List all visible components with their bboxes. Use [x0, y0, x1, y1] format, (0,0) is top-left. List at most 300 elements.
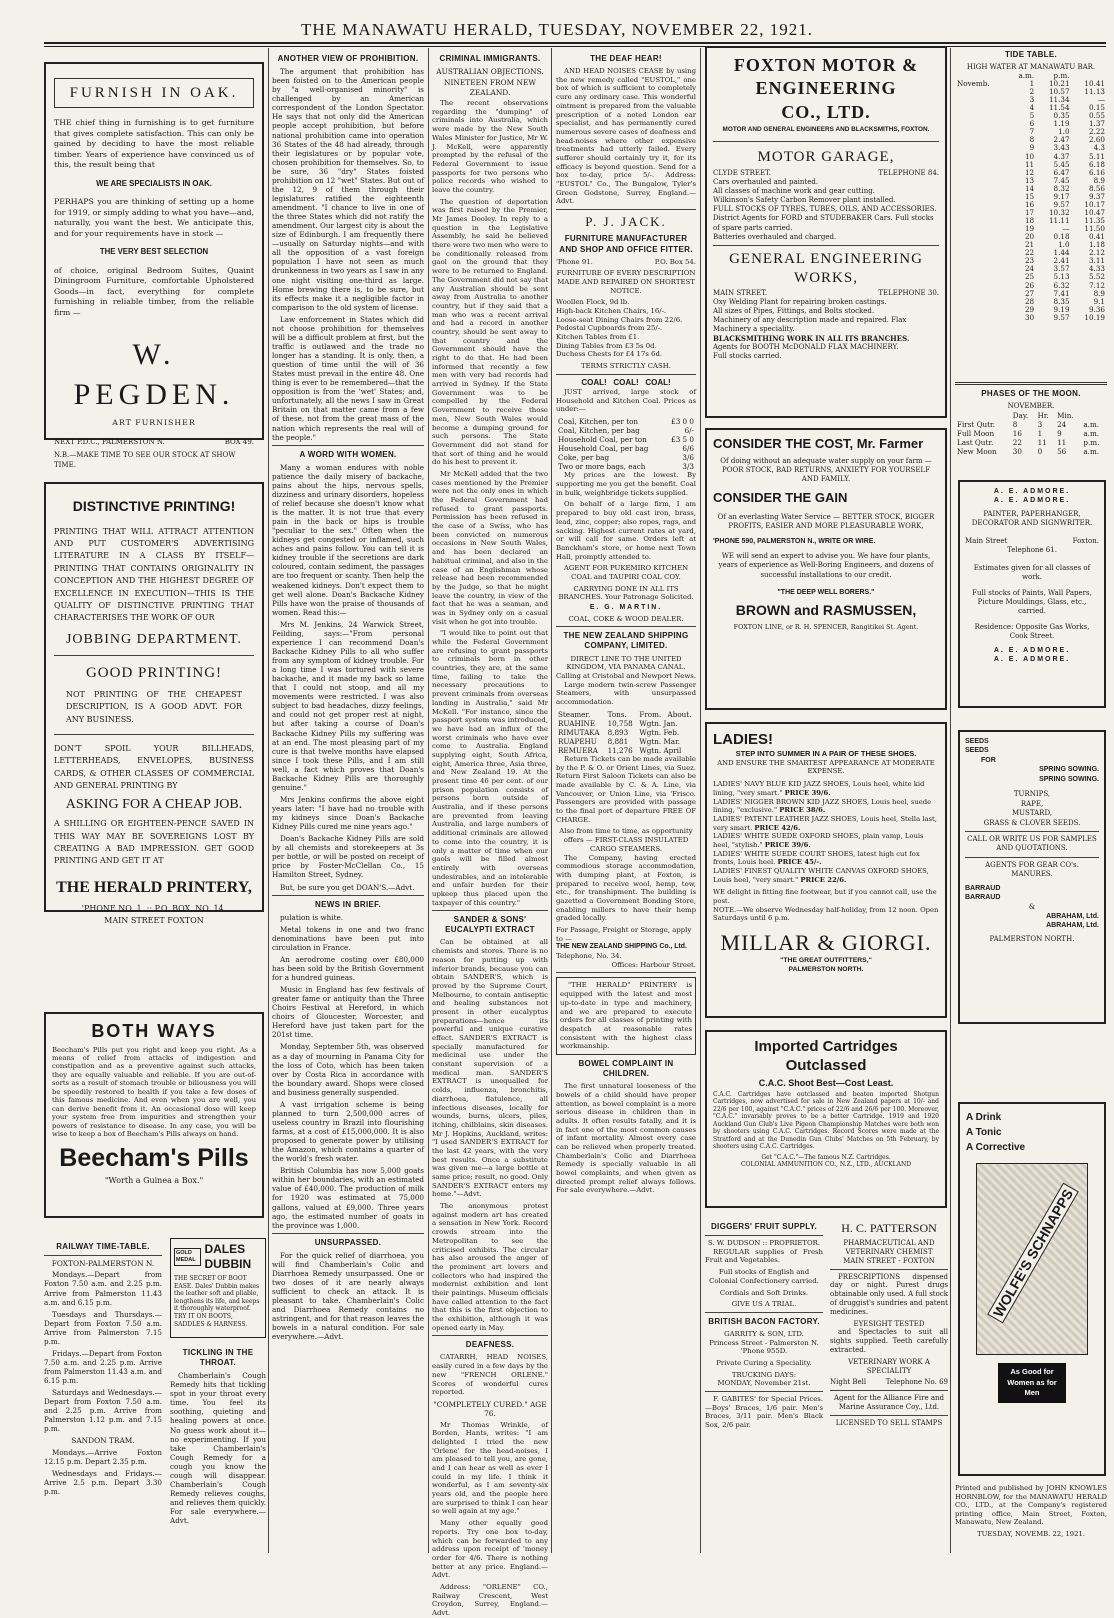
moon-month: NOVEMBER.: [1007, 402, 1055, 411]
table-row: 30 9.57 10.19: [1024, 312, 1105, 322]
great-outfitters: "THE GREAT OUTFITTERS,": [780, 957, 872, 965]
seeds-ad: [958, 730, 1106, 1024]
table-row: Household Coal, per ton £3 5 0: [558, 435, 694, 445]
table-row: 27 7.41 8.9: [1024, 288, 1105, 298]
shoe-item: LADIES' NIGGER BROWN KID JAZZ SHOES, Louis heel, suede lining, "exclusive." PRICE 38/6.: [713, 797, 932, 815]
nzsc-line: Telephone, No. 34.: [556, 952, 622, 961]
printing-para: A SHILLING OR EIGHTEEN-PENCE SAVED IN THIS WAY MAY BE SOVEREIGNS LOST BY CREATING A BAD IMPRESSION. GET GOOD PRINTING AND GET IT AT: [54, 819, 254, 866]
distinctive-printing-ad: [44, 482, 264, 925]
tide-title: TIDE TABLE.: [1004, 50, 1058, 59]
printing-para: DON'T SPOIL YOUR BILLHEADS, LETTERHEADS, ENVELOPES, BUSINESS CARDS, & OTHER CLASSES OF COMMERCIAL AND GENERAL PRINTING BY: [54, 743, 254, 791]
nzsc-line: THE NEW ZEALAND SHIPPING Co., Ltd.: [556, 943, 687, 951]
garage-street: CLYDE STREET.: [713, 169, 771, 177]
table-row: 18 11.11 11.35: [1024, 216, 1105, 226]
barraud: BARRAUD: [965, 884, 1001, 892]
imprint-text: Printed and published by JOHN KNOWLES HORNBLOW, for the MANAWATU HERALD CO., LTD., at the Company's registered printing office, Main Street, Foxton, Manawatu, New Zealand.: [955, 1484, 1107, 1527]
article-para: But, be sure you get DOAN'S.—Advt.: [280, 882, 415, 892]
article-para: Address: "ORLENE" CO., Railway Crescent, West Croydon, Surrey, England.—Advt.: [432, 1582, 548, 1618]
list-item: District Agents for FORD and STUDEBAKER Cars. Full stocks of spare parts carried.: [713, 214, 934, 232]
dudson-column: [705, 1218, 823, 1556]
list-item: High-back Kitchen Chairs, 16/-.: [556, 307, 667, 316]
bottle-icon: [976, 1163, 1088, 1355]
railway-line: Saturdays and Wednesdays.—Depart from Foxton 7.50 a.m. and 2.25 p.m. Arrive from Palmerston 1.12 p.m. and 7.15 p.m.: [44, 1388, 162, 1434]
article-para: PRESCRIPTIONS dispensed day or night. Purest drugs obtainable only used. A full stock of druggist's sundries and patent medicines.: [830, 1272, 948, 1316]
jack-list: [556, 298, 696, 359]
jack-sub: FURNITURE MANUFACTURER AND SHOP AND OFFICE FITTER.: [559, 234, 693, 254]
table-row: 20 0.18 0.41: [1024, 232, 1105, 242]
jack-box: P.O. Box 54.: [654, 257, 696, 266]
trucking-day: MONDAY, November 21st.: [717, 1379, 811, 1388]
seeds-for: FOR: [981, 756, 996, 764]
admore-para: Full stocks of Paints, Wall Papers, Picture Mouldings, Glass, etc., carried.: [972, 588, 1092, 616]
article-para: For the quick relief of diarrhoea, you will find Chamberlain's Colic and Diarrhoea Remedy unsurpassed. One or two doses of it are nearly always sufficient to check an attack. It is pleasant to take. Chamberlain's Colic and Diarrhoea Remedy contains no astringent, and for that reason leaves the bowels in a natural condition. For sale everywhere.—Advt.: [272, 1250, 424, 1342]
wolfe-line: A Tonic: [966, 1127, 1002, 1138]
article-para: The recent observations regarding the "dumping" of criminals into Australia, which were made by the New South Wales Minister for Justice, Mr W. J. McKell, were apparently prompted by the refusal of the Federal Government to issue passports for two persons who police records who wished to leave the country.: [432, 99, 548, 194]
news-title: NEWS IN BRIEF.: [315, 899, 381, 909]
unsurpassed-title: UNSURPASSED.: [314, 1237, 382, 1247]
gabites-ad: F. GABITES' for Special Prices.—Boys' Braces, 1/6 pair. Men's Braces, 3/11 pair. Men's Black Sox, 2/6 pair.: [705, 1395, 823, 1430]
deafness-title: DEAFNESS.: [465, 1340, 515, 1350]
admore-town: Foxton.: [1072, 536, 1099, 545]
column-rule: [551, 48, 552, 1553]
patterson-line: MAIN STREET - FOXTON: [843, 1256, 935, 1265]
oak-para: PERHAPS you are thinking of setting up a home for 1919, or simply adding to what you have—and, naturally, you want the best. We anticipate this, and for your requirements have in stock —: [54, 197, 254, 238]
ladies-sub: AND ENSURE THE SMARTEST APPEARANCE AT MODERATE EXPENSE.: [717, 758, 935, 776]
table-row: 26 6.32 7.12: [1024, 280, 1105, 290]
eng-tel: TELEPHONE 30.: [878, 288, 939, 297]
table-row: Coke, per bag 3/6: [558, 453, 694, 463]
printing-para: NOT PRINTING OF THE CHEAPEST DESCRIPTION, IS A GOOD ADVT. FOR ANY BUSINESS.: [66, 689, 242, 724]
throat-text: Chamberlain's Cough Remedy hits that tickling spot in your throat every time. You feel its soothing, quieting and healing powers at once. No guess work about it—no experimenting. If you take Chamberlain's Cough Remedy for a cough you know the cough will disappear. Chamberlain's Cough Remedy relieves coughs, and relieves them quickly. For sale everywhere.—Advt.: [170, 1371, 266, 1526]
railway-line: Fridays.—Depart from Foxton 7.50 a.m. and 2.25 p.m. Arrive from Palmerston 11.43 a.m. and 6.15 p.m.: [44, 1348, 162, 1386]
seeds-title: SEEDS: [965, 747, 989, 755]
deep-well-borers: "THE DEEP WELL BORERS.": [777, 588, 875, 596]
tide-table: [955, 46, 1107, 376]
abraham: ABRAHAM, Ltd.: [1046, 922, 1099, 930]
list-item: Full stocks carried.: [713, 352, 782, 361]
article-para: Monday, September 5th, was observed as a day of mourning in Panama City for the loss of Coto, which has been taken over by Costa Rica in accordance with the boundary award. Shops were closed and business generally suspended.: [272, 1042, 424, 1097]
railway-title: RAILWAY TIME-TABLE.: [56, 1242, 150, 1251]
jack-terms: TERMS STRICTLY CASH.: [581, 362, 671, 371]
table-row: 14 8.32 8.56: [1024, 183, 1105, 193]
printery-street: MAIN STREET FOXTON: [104, 915, 204, 925]
list-item: Woollen Flock, 9d lb.: [556, 298, 630, 307]
patterson-agent: Agent for the Alliance Fire and Marine Assurance Coy., Ltd.: [833, 1394, 944, 1412]
women-title: A WORD WITH WOMEN.: [299, 449, 397, 459]
article-para: JUST arrived, large stock of Household and Kitchen Coal. Prices as under:—: [556, 387, 696, 414]
table-row: Novemb. 1 10.21 10.41: [957, 78, 1105, 88]
seeds-title: SEEDS: [965, 738, 989, 745]
ladies-para: NOTE.—We observe Wednesday half-holiday, from 12 noon. Open Saturdays until 6 p.m.: [713, 905, 939, 923]
patterson-tel: Telephone No. 69: [885, 1378, 948, 1387]
motor-title: FOXTON MOTOR &: [733, 55, 919, 75]
eng-street: MAIN STREET.: [713, 288, 768, 297]
col4: [556, 50, 696, 1556]
railway-timetable: [44, 1238, 162, 1556]
article-para: pulation is white.: [280, 912, 344, 922]
table-row: 16 9.57 10.17: [1024, 199, 1105, 209]
table-row: 28 8.35 9.1: [1024, 296, 1105, 306]
pegden-address: NEXT P.D.C., PALMERSTON N.: [54, 438, 165, 447]
article-para: Law enforcement in States which did not choose prohibition for themselves will be a difficult problem at first, but the traffic is outlawed and the trade no longer has a standing. It is only, then, a question of time until the will of 36 States must prevail in the entire 48. One thing is ever to be remembered—that the opposition is from the 'wet' States; and, unfortunately, all the news I saw in Great Britain on that matter came from a few of these, not from the great mass of the nation which represents the real will of the people.": [272, 314, 424, 442]
nzsc-line: Calling at Cristobal and Newport News.: [556, 671, 696, 680]
table-row: 22 1.44 2.12: [1024, 248, 1105, 258]
night-bell: Night Bell: [830, 1378, 867, 1387]
nzsc-line: For Passage, Freight or Storage, apply to —: [556, 926, 692, 943]
article-para: On behalf of a large firm, I am prepared to buy old cast iron, brass, lead, zinc, copper; also ropes, rags, and sacking. Highest current rates at yard, or will call for same. Orders left at Banckham's store, or home next Town Hall, promptly attended to.: [556, 500, 696, 561]
barraud: BARRAUD: [965, 894, 1001, 902]
ladies-shoes-ad: [705, 722, 947, 1018]
sandon-tram: SANDON TRAM.: [71, 1436, 135, 1446]
oak-title: FURNISH IN OAK.: [54, 78, 254, 108]
shoe-item: LADIES' PATENT LEATHER JAZZ SHOES, Louis heel, Stella last, very smart. PRICE 42/6.: [713, 814, 937, 832]
seeds-sowing: SPRING SOWING.: [1039, 775, 1099, 783]
article-para: Doan's Backache Kidney Pills are sold by all chemists and storekeepers at 3s per bottle, or will be posted on receipt of price by Foster-McClellan Co., 15 Hamilton Street, Sydney.: [272, 834, 424, 880]
column-rule: [950, 48, 951, 1553]
ladies-title: LADIES!: [713, 731, 773, 748]
criminal-title: CRIMINAL IMMIGRANTS.: [439, 54, 541, 63]
article-para: The anonymous protest against modern art has created a sensation in New York. Record crowds stream into the Metropolitan to see the criticised exhibits. The circular has also aroused the anger of the prominent art lovers and collectors who had inspired the modernist exhibition and lent their paintings. Museum officials have called attention to the fact that this is the first objection to the exhibition, although it was opened early in May.: [432, 1202, 548, 1332]
beecham-title: BOTH WAYS: [91, 1021, 217, 1041]
printing-para: PRINTING THAT WILL ATTRACT ATTENTION AND PUT CUSTOMER'S ADVERTISING LITERATURE IN A CLASS BY ITSELF—PRINTING THAT CONTAINS ORIGINALITY IN CONCEPTION AND THE HIGHEST DEGREE OF EXCELLENCE IN EXECUTION—THIS IS THE QUALITY OF DISTINCTIVE PRINTING THAT CHARACTERISES THE WORK OF OUR: [54, 526, 254, 623]
brown-rasmussen: BROWN and RASMUSSEN,: [735, 601, 917, 618]
admore-name: A. E. ADMORE.: [993, 646, 1071, 654]
table-row: Full Moon 16 1 9 a.m.: [957, 429, 1100, 439]
table-row: 6 1.19 1.37: [1029, 119, 1105, 129]
list-item: Duchess Chests for £4 17s 6d.: [556, 350, 663, 359]
ladies-sub: STEP INTO SUMMER IN A PAIR OF THESE SHOES.: [735, 749, 917, 759]
jack-name: P. J. JACK.: [585, 214, 667, 230]
article-para: "I would like to point out that while the Federal Government are refusing to grant passports to criminals born in other countries, they are, at the same time, failing to take the necessary precautions to prevent criminals from overseas landing in Australia," said Mr McKell. "For instance, since the passport system was introduced, we have had an influx of the worst criminals who have ever come to Australia. England supplying eight, South Africa, eight, America three, Asia three, and New Zealand 19. At the present time 46 per cent. of our prison population consists of persons born outside of Australia, and if these persons are prevented from leaving Australia, and large numbers of additional criminals are allowed to come into the country, it is only a matter of time when our gaols will be filled almost entirely with overseas undesirables, and an intolerable and unfair burden for their upkeep thus placed upon the taxpayer of this country.": [432, 629, 548, 907]
article-para: Many other equally good reports. Try one box to-day, which can be forwarded to any address upon receipt of 'money order for 4/6. There is nothing better at any price. England.—Advt.: [432, 1519, 548, 1580]
imprint-date: TUESDAY, NOVEMB. 22, 1921.: [977, 1529, 1085, 1538]
tram-line: Mondays.—Arrive Foxton 12.15 p.m. Depart 2.35 p.m.: [44, 1447, 162, 1466]
steamer-table: [556, 710, 696, 755]
railway-line: Mondays.—Depart from Foxton 7.50 a.m. and 2.25 p.m. Arrive from Palmerston 11.43 a.m. and 6.15 p.m.: [44, 1270, 162, 1307]
vet-work: VETERINARY WORK A SPECIALITY: [848, 1357, 930, 1375]
list-item: Machinery of any description made and repaired. Flax Machinery a speciality.: [713, 316, 907, 334]
patterson-line: PHARMACEUTICAL AND: [843, 1239, 935, 1248]
table-row: 8 2.47 2.60: [1029, 135, 1105, 145]
table-row: Coal, Kitchen, per bag 6/-: [558, 426, 694, 436]
bacon-private: Private Curing a Speciality.: [716, 1359, 812, 1368]
throat-title: TICKLING IN THE THROAT.: [182, 1348, 254, 1368]
table-row: First Qutr. 8 3 24 a.m.: [957, 419, 1100, 429]
admore-name: A. E. ADMORE.: [993, 656, 1071, 664]
cartridges-get: Get "C.A.C."—The famous N.Z. Cartridges.: [761, 1153, 891, 1161]
abraham: ABRAHAM, Ltd.: [1046, 913, 1099, 920]
article-para: Large modern twin-screw Passenger Steamers, with unsurpassed accommodation.: [556, 680, 696, 706]
article-para: "COMPLETELY CURED." AGE 76.: [433, 1399, 547, 1419]
cartridges-co: COLONIAL AMMUNITION CO., N.Z., LTD., AUCKLAND: [740, 1161, 912, 1169]
prohibition-title: ANOTHER VIEW OF PROHIBITION.: [277, 54, 419, 63]
oak-selection: THE VERY BEST SELECTION: [99, 247, 209, 257]
article-para: Metal tokens in one and two franc denominations have been put into circulation in France.: [272, 924, 424, 952]
nzsc-line: Offices: Harbour Street.: [611, 960, 696, 969]
shoe-item: LADIES' FINEST QUALITY WHITE CANVAS OXFORD SHOES, Louis heel, "very smart." PRICE 22/6.: [713, 867, 929, 884]
seeds-amp: &: [1028, 902, 1036, 911]
prohibition-column: [272, 50, 424, 1556]
article-para: Many a woman endures with noble patience the daily misery of backache, pains about the hips, nervous spells, dizziness and urinary disorders, hopeless of relief because she doesn't know what is the matter. It is not true that every pain in the back or hips is trouble "peculiar to the sex." Often when the kidneys get congested or inflamed, such aches and pains follow. You can tell it is kidney trouble if the secretions are dark coloured, contain sediment, the passages are too frequent or scanty. Then help the weakened kidneys. Don't expect them to get well alone. Doan's Backache Kidney Pills have won the praise of thousands of women. Read this:—: [272, 462, 424, 617]
article-para: The first unnatural looseness of the bowels of a child should have proper attention, as bowel complaint is a more serious disease in children than in adults. It often results fatally, and it is in fact one of the most common causes of infant mortality. Almost every case can be relieved when properly treated. Chamberlain's Colic and Diarrhoea Remedy is specially valuable in all bowel complaints, and when given as directed prompt relief always follows. For sale everywhere.—Advt.: [556, 1082, 696, 1195]
seeds-call: CALL OR WRITE US FOR SAMPLES AND QUOTATIONS.: [967, 834, 1097, 853]
foxton-motor-ad: [705, 46, 947, 418]
seeds-sowing: SPRING SOWING.: [1039, 766, 1099, 774]
good-printing: GOOD PRINTING!: [85, 664, 223, 681]
garage-title: MOTOR GARAGE,: [757, 148, 895, 165]
wolfes-schnapps-ad: [958, 1102, 1106, 1476]
motor-title: CO., LTD.: [781, 101, 871, 122]
shoe-item: LADIES' NAVY BLUE KID JAZZ SHOES, Louis heel, white kid lining, "very smart." PRICE 39/6.: [713, 780, 925, 797]
nzsc-title: THE NEW ZEALAND SHIPPING COMPANY, LIMITED.: [563, 631, 689, 651]
dales-dubbin-ad: [170, 1238, 266, 1338]
printery-phone: 'PHONE NO. 1. :: P.O. BOX, NO. 14.: [81, 903, 227, 913]
criminal-column: [432, 50, 548, 1618]
trucking: TRUCKING DAYS:: [731, 1370, 797, 1379]
table-row: Last Qutr. 22 11 11 p.m.: [957, 438, 1100, 448]
column-rule: [700, 48, 701, 1553]
article-para: Return Tickets can be made available by the P. & O. or Orient Lines, via Suez. Return First Saloon Tickets can also be made available by C. & A. Line, via Vancouver, or Union Line, via 'Frisco. Passengers are provided with passage to the final port of departure FREE OF CHARGE.: [556, 754, 696, 824]
admore-street: Main Street: [965, 536, 1008, 545]
list-item: TURNIPS,: [1013, 790, 1051, 799]
table-row: Coal, Kitchen, per ton £3 0 0: [558, 417, 694, 426]
article-para: Mr McKell added that the two cases mentioned by the Premier were not the only ones in which the Federal Government had refused to grant passports. Permission has been refused in the case of a Swiss, who has been convicted on numerous occasions in New South Wales, and has been declared an habitual criminal, and also in the case of an Englishman whose release had been recommended by the Judge, so that he might leave the country, in view of the fact that he was a seaman, and was in Sydney only on a casual visit when he got into trouble.: [432, 469, 548, 626]
dudson-title: DIGGERS' FRUIT SUPPLY.: [710, 1222, 817, 1231]
list-item: Cars overhauled and painted.: [713, 178, 819, 187]
admore-tel: Telephone 61.: [1007, 546, 1057, 555]
list-item: Loose-seat Dining Chairs from 22/6.: [556, 315, 683, 324]
criminal-sub: NINETEEN FROM NEW ZEALAND.: [444, 78, 536, 97]
shoe-item: LADIES' WHITE SUEDE COURT SHOES, latest high cut fox fronts, Louis heel. PRICE 45/-.: [713, 849, 920, 867]
list-item: MUSTARD,: [1011, 809, 1053, 818]
table-row: REMUERA 11,276 Wgtn. April: [558, 745, 682, 755]
article-para: Music in England has few festivals of greater fame or antiquity than the Three Choirs Festival at Hereford, in which choirs of Gloucester, Worcester, and Hereford have just taken part for the 201st time.: [272, 985, 424, 1040]
cartridges-sub: C.A.C. Shoot Best—Cost Least.: [758, 1077, 894, 1088]
oak-para: THE chief thing in furnishing is to get furniture that gives complete satisfaction. This can only be gained by deciding to have the most reliable timber. Years of experience have convinced us of this, the result being that: [54, 118, 254, 170]
admore-ad: [958, 480, 1106, 708]
beecham-text: Beecham's Pills put you right and keep you right. As a means of relief from attacks of indigestion and constipation and as a preventive against such attacks, they are equally valuable and reliable. If you are out-of-sorts as a result of stomach trouble or biliousness you will be speedily restored to health if you take a few doses of this famous medicine. And even when you are well, you can derive benefit from it. An occasional dose will keep your system free from impurities and strengthen your powers of resistance to disease. In any case, you will be wise to keep a box of Beecham's Pills always on hand.: [52, 1045, 256, 1139]
tide-sub: HIGH WATER AT MANAWATU BAR.: [966, 63, 1096, 72]
table-row: RUAPEHU 8,881 Wgtn. Mar.: [558, 736, 681, 746]
tide-rows: [955, 72, 1107, 322]
admore-name: A. E. ADMORE.: [993, 488, 1071, 495]
list-item: Batteries overhauled and charged.: [713, 232, 837, 241]
table-row: 13 7.45 8.9: [1024, 175, 1105, 185]
moon-phases: [955, 378, 1107, 468]
list-item: RAPE,: [1020, 799, 1044, 808]
list-item: Oxy Welding Plant for repairing broken castings.: [713, 297, 887, 306]
pegden-box: BOX 49.: [224, 438, 254, 447]
imprint: [955, 1484, 1107, 1556]
farmer-address: FOXTON LINE, or R. H. SPENCER, Rangitikei St. Agent.: [733, 622, 919, 631]
eyesight: EYESIGHT TESTED: [853, 1319, 925, 1328]
coal-agent: AGENT FOR PUKEMIRO KITCHEN COAL and TAUPIRI COAL COY.: [563, 564, 689, 581]
farmer-para: WE will send an expert to advise you. We have four plants, years of experience as Well-Boring Engineers, and dozens of successful installations to our credit.: [718, 552, 934, 579]
wolfe-good: As Good for Women as for Men: [998, 1363, 1066, 1403]
jack-phone: 'Phone 91.: [556, 257, 593, 266]
pegden-nb: N.B.—MAKE TIME TO SEE OUR STOCK AT SHOW TIME.: [54, 451, 236, 469]
cheap-job: ASKING FOR A CHEAP JOB.: [65, 797, 243, 813]
coal-prices: [556, 417, 696, 471]
dales-name: DALES DUBBIN: [204, 1242, 252, 1272]
article-para: A vast irrigation scheme is being planned to turn 2,500,000 acres of useless country in Brazil into flourishing farms, at a cost of £15,000,000. It is also proposed to generate power by utilising the Amazon, which contains a quarter of the world's fresh water.: [272, 1099, 424, 1164]
sander-title: SANDER & SONS' EUCALYPTI EXTRACT: [445, 915, 535, 935]
beecham-tag: "Worth a Guinea a Box.": [104, 1176, 204, 1186]
table-row: 29 9.19 9.36: [1024, 304, 1105, 314]
martin-name: E. G. MARTIN.: [589, 604, 663, 611]
masthead: THE MANAWATU HERALD, TUESDAY, NOVEMBER 22, 1921.: [301, 20, 813, 39]
pegden-trade: ART FURNISHER: [112, 417, 196, 427]
beecham-brand: Beecham's Pills: [59, 1143, 249, 1172]
bacon-phone: 'Phone 955D.: [740, 1347, 788, 1356]
oak-specialists: WE ARE SPECIALISTS IN OAK.: [96, 178, 212, 188]
table-row: 11 5.45 6.18: [1024, 159, 1105, 169]
table-row: 4 11.54 0.15: [1029, 103, 1105, 113]
article-para: CATARRH, HEAD NOISES, easily cured in a few days by the new "FRENCH ORLENE." Scores of wonderful cures reported.: [432, 1353, 548, 1397]
engineering-title: WORKS,: [794, 270, 858, 287]
dudson-line: Cordials and Soft Drinks.: [719, 1288, 809, 1297]
ladies-para: WE delight in fitting fine footwear, but if you cannot call, use the post.: [713, 888, 937, 906]
admore-res: Residence: Opposite Gas Works, Cook Street.: [974, 622, 1090, 641]
article-para: Mrs M. Jenkins, 24 Warwick Street, Feilding, says:—"From personal experience I can recommend Doan's Backache Kidney Pills to all who suffer from any symptom of kidney trouble. For a long time I was tortured with severe backache, and it made my back so lame that I could not stoop, and all my movements were restricted. I was also subject to bad headaches, dizzy feelings, and could not get proper rest at night, but after taking a course of Doan's Backache Kidney Pills my suffering was at an end. The most pleasing part of my cure is that twelve months have elapsed since I took these Pills, and I am still well, a fact which proves that Doan's Backache Kidney Pills are thoroughly genuine.": [272, 619, 424, 792]
table-row: RUAHINE 10,758 Wgtn. Jan.: [558, 718, 678, 728]
printing-title: DISTINCTIVE PRINTING!: [72, 498, 236, 514]
column-rule: [428, 48, 429, 1553]
table-row: 23 2.41 3.11: [1024, 256, 1105, 266]
table-row: 19 — 11.50: [1024, 224, 1105, 234]
jack-text: FURNITURE OF EVERY DESCRIPTION MADE AND REPAIRED ON SHORTEST NOTICE.: [556, 269, 696, 295]
cartridges-title: Imported Cartridges: [754, 1038, 898, 1055]
seeds-agents: AGENTS FOR GEAR CO's. MANURES.: [985, 860, 1079, 879]
railway-sub: FOXTON-PALMERSTON N.: [51, 1259, 155, 1269]
motor-title: ENGINEERING: [755, 78, 897, 99]
dudson-line: GIVE US A TRIAL.: [731, 1300, 797, 1309]
dales-throat-column: [170, 1238, 266, 1556]
bacon-street: Princess Street - Palmerston N.: [709, 1338, 819, 1347]
garrity: GARRITY & SON, LTD.: [724, 1329, 804, 1338]
bowel-title: BOWEL COMPLAINT IN CHILDREN.: [578, 1058, 674, 1079]
farmer-phone: 'PHONE 590, PALMERSTON N., WRITE OR WIRE.: [713, 538, 876, 546]
table-row: Steamer. Tons. From. About.: [558, 709, 692, 719]
table-row: 15 9.17 9.37: [1024, 191, 1105, 201]
pegden-name: W. PEGDEN.: [73, 337, 235, 411]
cartridges-title: Outclassed: [785, 1056, 867, 1074]
jobbing-department: JOBBING DEPARTMENT.: [65, 631, 243, 647]
list-item: Dining Tables from £3 5s 0d.: [556, 341, 657, 350]
article-para: and Spectacles to suit all sights supplied. Teeth carefully extracted.: [830, 1328, 948, 1355]
engineering-title: GENERAL ENGINEERING: [729, 250, 923, 267]
dales-text: THE SECRET OF BOOT EASE. Dales' Dubbin makes the leather soft and pliable, lengthens its life, and keeps it thoroughly waterproof. TRY IT ON BOOTS, SADDLES & HARNESS.: [174, 1275, 260, 1328]
article-para: An aerodrome costing over £80,000 has been sold by the British Government for a hundred guineas.: [272, 954, 424, 983]
table-row: a.m. p.m.: [1018, 70, 1070, 80]
beechams-pills-ad: [44, 1012, 264, 1218]
article-para: AND HEAD NOISES CEASE by using the new remedy called "EUSTOL," one box of which is sufficient to completely cure any ordinary case. This wonderful ointment is prepared from the valuable prescription of a noted London ear specialist, and has permanently cured numerous severe cases of deafness and head-noises where other expensive treatments had utterly failed. Every sufferer should certainly try it, for its efficacy is beyond question. Send for a box to-day, price 5/-. Address: "EUSTOL" Co., The Bungalow, Tyler's Green Godstone, Surrey, England.—Advt.: [556, 67, 696, 206]
table-row: 21 1.0 1.18: [1024, 240, 1105, 250]
table-row: RIMUTAKA 8,893 Wgtn. Feb.: [558, 727, 680, 737]
patterson-line: VETERINARY CHEMIST: [845, 1247, 933, 1256]
list-item: GRASS & CLOVER SEEDS.: [983, 818, 1081, 827]
table-row: 9 3.43 4.3: [1029, 143, 1105, 153]
list-item: All classes of machine work and gear cutting.: [713, 187, 875, 196]
garage-tel: TELEPHONE 84.: [878, 169, 939, 177]
list-item: FULL STOCKS OF TYRES, TUBES, OILS, AND ACCESSORIES.: [713, 205, 937, 214]
seeds-town: PALMERSTON NORTH.: [989, 934, 1075, 943]
motor-sub: MOTOR AND GENERAL ENGINEERS AND BLACKSMITHS, FOXTON.: [722, 126, 930, 134]
furnish-oak-ad: [44, 62, 264, 469]
farmer-para: Of an everlasting Water Service — BETTER STOCK, BIGGER PROFITS, EASIER AND MORE PLEASURABLE WORK,: [717, 513, 935, 531]
shoe-item: LADIES' WHITE SUEDE OXFORD SHOES, plain vamp, Louis heel, "stylish." PRICE 39/6.: [713, 832, 924, 849]
gain-title: CONSIDER THE GAIN: [713, 490, 848, 506]
article-para: REGULAR supplies of Fresh Fruit and Vegetables.: [705, 1247, 823, 1265]
list-item: Agents for BOOTH McDONALD FLAX MACHINERY.: [713, 343, 899, 352]
article-para: The argument that prohibition has been foisted on to the American people by "a well-organised minority" is challenged by an American correspondent of the London Spectator. He says that not only did the American people accept prohibition, but before national prohibition came into operation 36 States of the 48 had already, through their legislatures or by popular vote, chosen prohibition for themselves. So, to be sure, 36 "dry" States foisted prohibition on 12 "wet" States. But out of the 12, 9 of them through their legislatures ratified the eighteenth amendment. "I chance to live in one of the three States which did not ratify the amendment. Our largest city is about the size of Edinburgh. I am frequently there—usually on Saturday nights—and with all the opposition of a vast foreign population I have not seen as much drunkenness in two years as I saw in any one night visiting one-third as large. Home brewing there is, to be sure, but its effects make it a negligible factor in comparison to the old system of license.: [272, 67, 424, 312]
list-item: Pedestal Cupboards from 25/-.: [556, 324, 663, 333]
oak-para: of choice, original Bedroom Suites, Quaint Diningroom Furniture, comfortable Upholstered Goods—in fact, everything for complete furnishing in reliable timber, from the reliable firm —: [54, 265, 254, 317]
dudson-name: S. W. DUDSON :: PROPRIETOR.: [707, 1239, 821, 1248]
table-row: 10 4.37 5.11: [1024, 151, 1105, 161]
article-para: British Columbia has now 5,000 goats within her boundaries, with an estimated value of £40,000. The production of milk for 1920 was estimated at 75,000 gallons, valued at £9,000. Three years ago, the estimated number of goats in the province was 1,000.: [272, 1166, 424, 1230]
farmer-para: Of doing without an adequate water supply on your farm — POOR STOCK, BAD RETURNS, ANXIETY FOR YOURSELF AND FAMILY.: [720, 456, 932, 484]
gold-medal: GOLD MEDAL: [174, 1248, 201, 1266]
table-row: Household Coal, per bag 6/6: [558, 444, 694, 454]
wolfe-brand: WOLFE'S SCHNAPPS: [987, 1183, 1079, 1324]
coal-dealer: COAL, COKE & WOOD DEALER.: [568, 614, 684, 623]
palmerston-north: PALMERSTON NORTH.: [788, 966, 864, 973]
deaf-hear-title: THE DEAF HEAR!: [590, 54, 662, 63]
table-row: 3 11.34 —: [1029, 95, 1105, 105]
table-row: 5 0.35 0.55: [1029, 111, 1105, 121]
list-item: All sizes of Pipes, Fittings, and Bolts stocked.: [713, 306, 875, 315]
article-para: My prices are the lowest. By supporting me you get the benefit. Coal in bulk, weighbridge tickets supplied.: [556, 471, 696, 497]
table-row: Two or more bags, each 3/3: [558, 462, 694, 472]
wolfe-line: A Corrective: [966, 1142, 1026, 1153]
wolfe-line: A Drink: [966, 1112, 1002, 1123]
patterson-name: H. C. PATTERSON: [841, 1221, 937, 1235]
admore-trade: PAINTER, PAPERHANGER, DECORATOR AND SIGNWRITER.: [971, 509, 1093, 528]
column-rule: [268, 48, 269, 1553]
railway-line: Tuesdays and Thursdays.—Depart from Foxton 7.50 a.m. Arrive from Palmerston 7.15 p.m.: [44, 1309, 162, 1346]
article-para: Mrs Jenkins confirms the above eight years later: "I have had no trouble with my kidneys since Doan's Backache Kidney Pills cured me nine years ago.": [272, 794, 424, 832]
cartridges-text: C.A.C. Cartridges have outclassed and beaten imported Shotgun Cartridges, now advertised for sale in New Zealand papers at 10/- and 22/6 per 100, against "C.A.C." prices of 22/6 and 26/6 per 100. Moreover, "C.A.C." invariably proves to be a better Cartridge. 1919 and 1920 Auckland Gun Club's Live Pigeon Championship Matches were both won by shooters using C.A.C. Cartridges. Record Scores were made at the Stratford and at the Dunedin Gun Clubs' Matches on 5th February, by shooters using C.A.C. Cartridges.: [713, 1090, 939, 1151]
table-row: 2 10.57 11.13: [1029, 87, 1105, 97]
dudson-line: Full stocks of English and Colonial Confectionery carried.: [709, 1268, 819, 1285]
patterson-column: [830, 1218, 948, 1556]
article-para: The Company, having erected commodious storage accommodation, with dumping plant, at Foxton, is prepared to receive wool, hemp, tow, etc., for transhipment. The building is gazetted a Government Bonding Store, enabling millers to have their hemp graded locally.: [556, 853, 696, 923]
tram-line: Wednesdays and Fridays.—Arrive 2.5 p.m. Depart 3.30 p.m.: [44, 1468, 162, 1497]
admore-para: Estimates given for all classes of work.: [973, 563, 1091, 582]
admore-name: A. E. ADMORE.: [993, 497, 1071, 505]
table-row: New Moon 30 0 56 a.m.: [957, 447, 1100, 457]
table-row: 24 3.57 4.33: [1024, 264, 1105, 274]
article-para: The question of deportation was first raised by the Premier, Mr James Dooley. In reply to a question in the Legislative Assembly, he said he believed there were two men who were to be conditionally released from gaol on the ground that they were to be returned to England. The Government did not say that any Australian should be sent away from Australia to another country, but if they said that a man who was a recent arrival and had a record in another country, should be sent away to that country and the Government should have the right to do that. He had been informed that recently a few men with very bad records had arrived in Sydney. If the State Government was to be compelled by the Federal Government to receive those men, New South Wales would become a dumping ground for such persons. The State Government did not stand for that sort of thing and he would do his best to prevent it.: [432, 197, 548, 467]
criminal-sub: AUSTRALIAN OBJECTIONS.: [436, 67, 544, 77]
table-row: 7 1.0 2.22: [1029, 127, 1105, 137]
nzsc-line: Also from time to time, as opportunity offers — FIRST-CLASS INSULATED CARGO STEAMERS.: [559, 827, 693, 853]
bacon-title: BRITISH BACON FACTORY.: [708, 1316, 820, 1326]
moon-table: [955, 411, 1107, 456]
herald-printery: THE HERALD PRINTERY,: [56, 878, 252, 896]
carrying: CARRYING DONE IN ALL ITS BRANCHES. Your Patronage Solicited.: [558, 584, 694, 602]
table-row: Day. Hr. Min.: [1012, 410, 1074, 420]
table-row: 17 10.32 10.47: [1024, 207, 1105, 217]
cartridges-ad: [705, 1030, 947, 1208]
table-row: 12 6.47 6.16: [1024, 167, 1105, 177]
list-item: BLACKSMITHING WORK IN ALL ITS BRANCHES.: [713, 334, 910, 344]
list-item: Kitchen Tables from £1.: [556, 333, 640, 342]
coal-heading: COAL! COAL! COAL!: [581, 377, 671, 387]
farmer-title: CONSIDER THE COST, Mr. Farmer: [713, 436, 924, 451]
nzsc-line: DIRECT LINE TO THE UNITED KINGDOM, VIA PANAMA CANAL.: [566, 654, 686, 672]
